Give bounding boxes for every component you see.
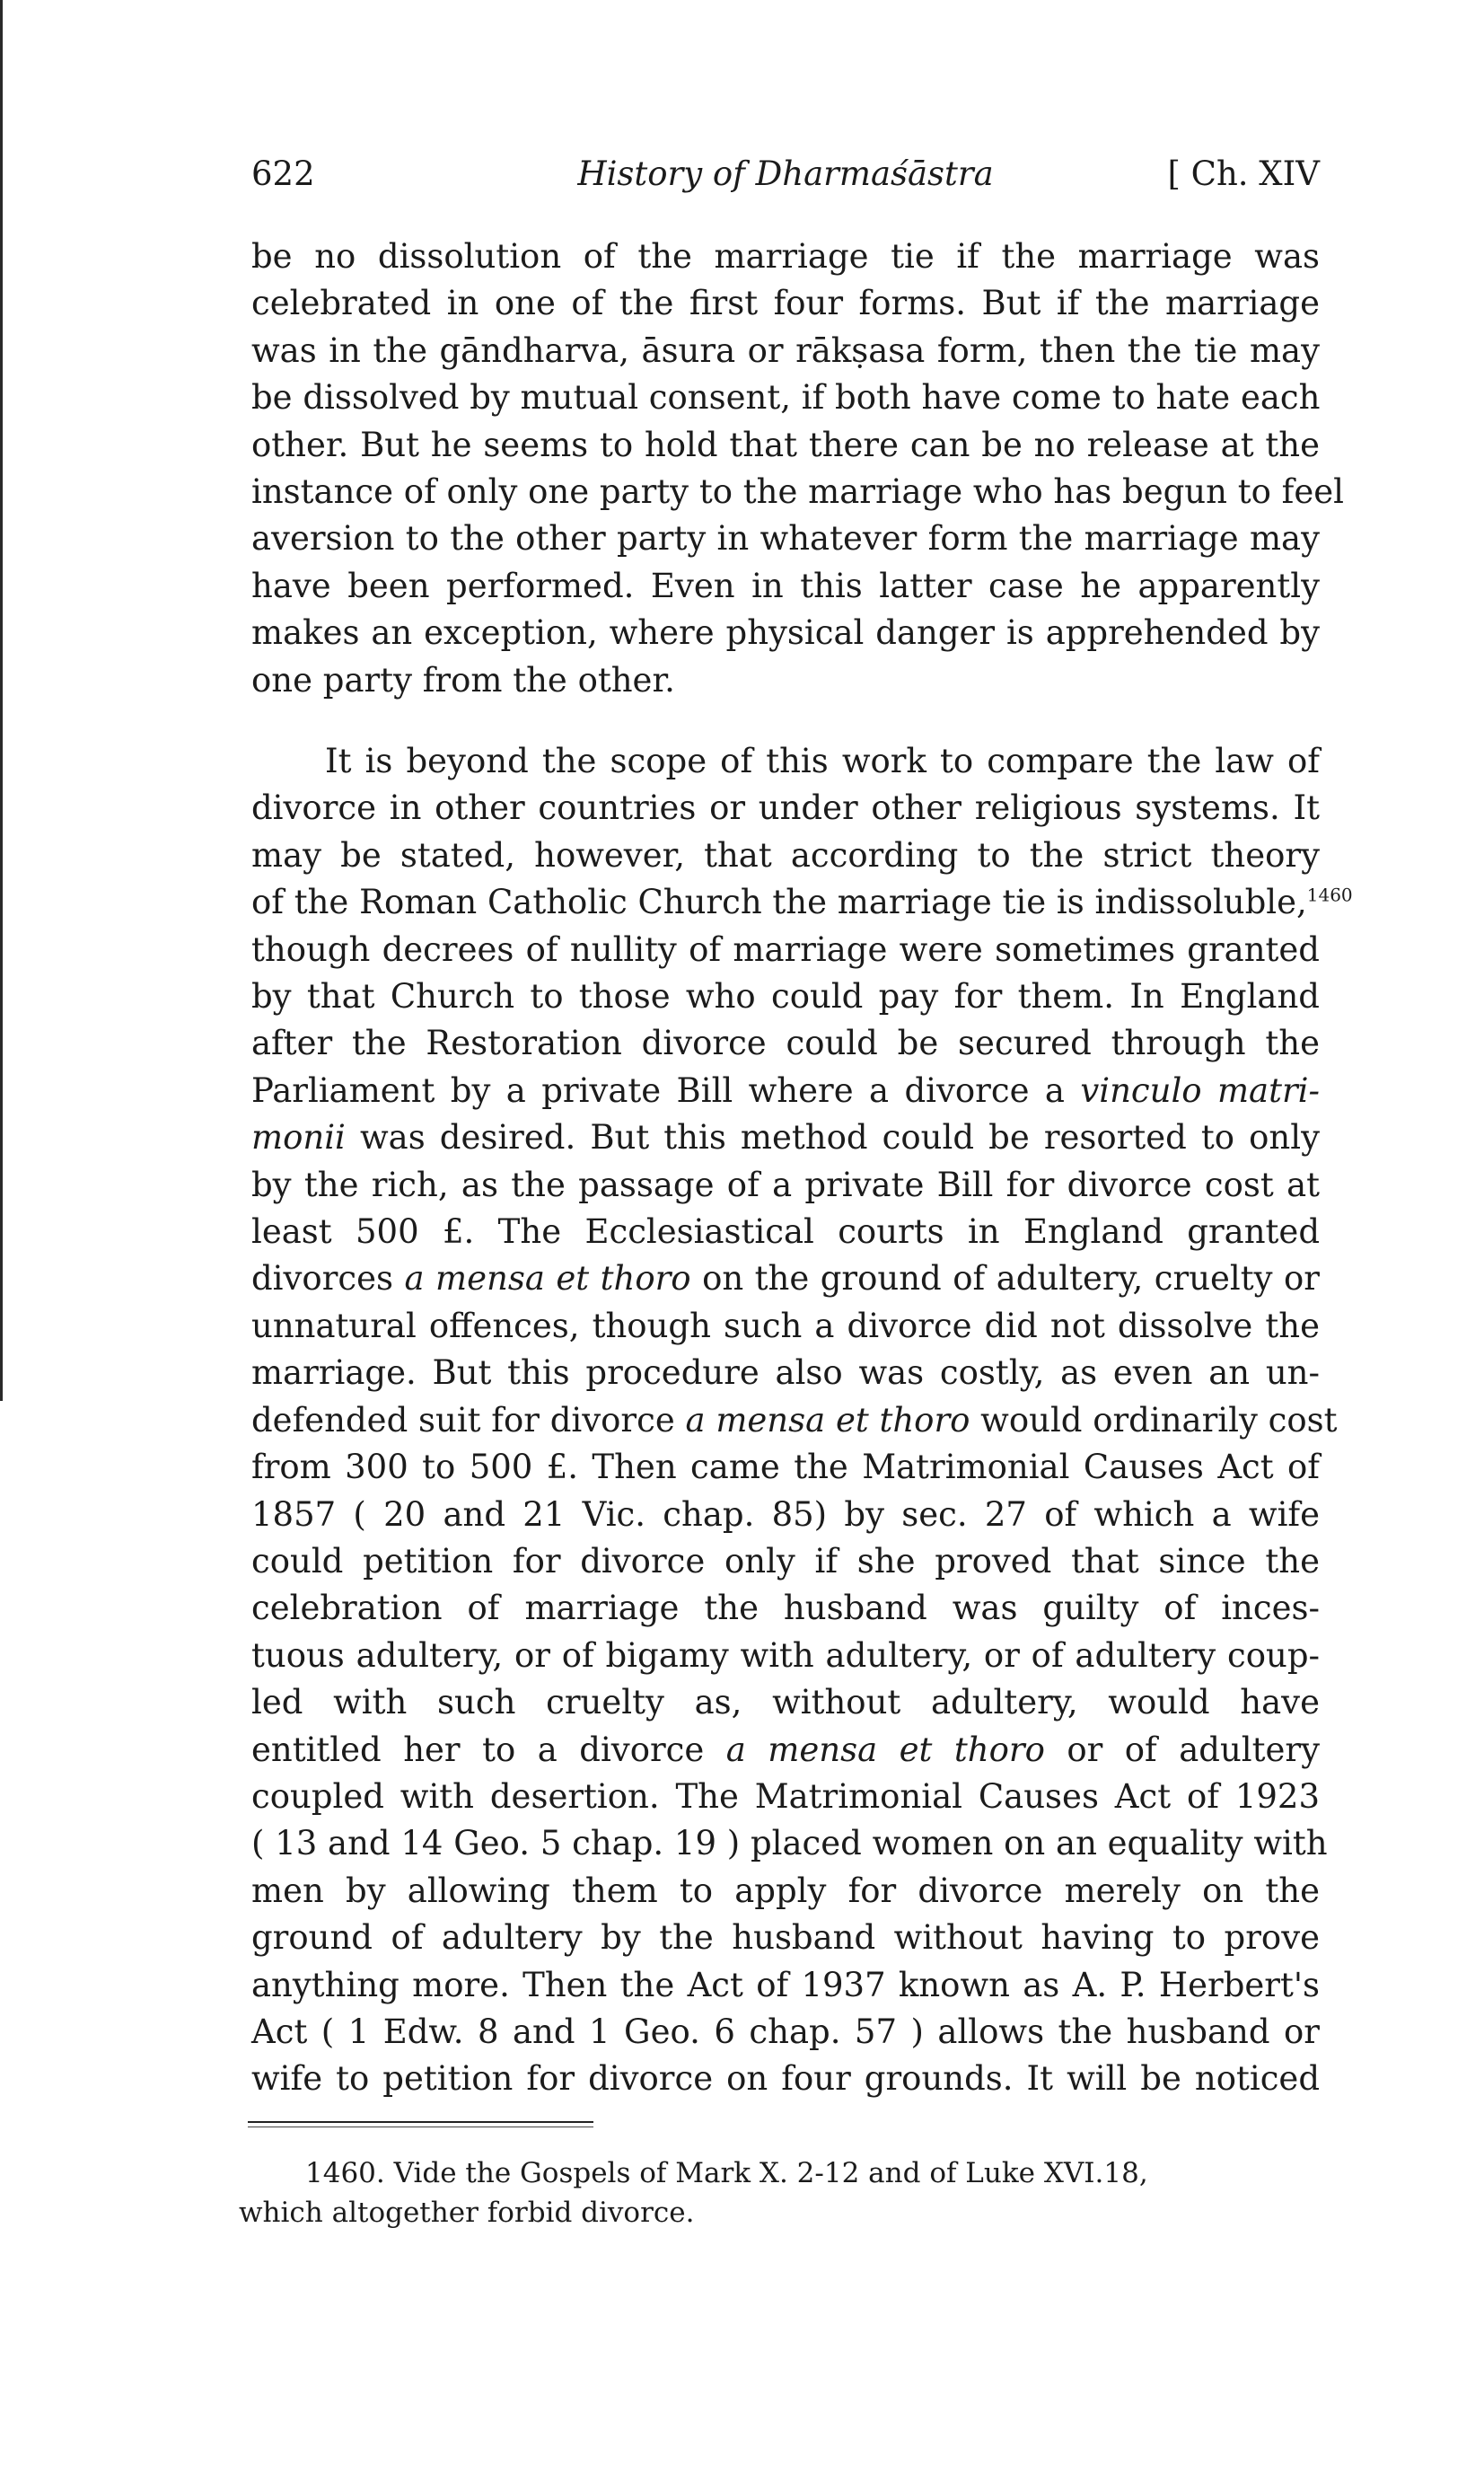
text-line: be no dissolution of the marriage tie if the marriage was [251, 237, 1320, 276]
footnote-divider [248, 2121, 593, 2123]
text-line: was in the gāndharva, āsura or rākṣasa form, then the tie may [251, 330, 1320, 370]
text-line [251, 1114, 1320, 1161]
text-line: men by allowing them to apply for divorce merely on the [251, 1871, 1320, 1910]
page-header [251, 154, 1320, 208]
italic-term: a mensa et thoro [725, 1730, 1045, 1769]
footnote-ref: 1460 [1306, 884, 1353, 906]
text-line: by the rich, as the passage of a private Bill for divorce cost at [251, 1165, 1320, 1204]
text-line: celebrated in one of the first four forms. But if the marriage [251, 284, 1320, 323]
text-line: be dissolved by mutual consent, if both have come to hate each [251, 378, 1321, 418]
footnote [239, 2153, 1316, 2232]
text-line [251, 1727, 1320, 1774]
text-line: other. But he seems to hold that there can be no release at the [251, 425, 1320, 464]
text-run: entitled her to a divorce [251, 1730, 726, 1769]
text-line [251, 879, 1353, 926]
text-line: tuous adultery, or of bigamy with adultery, or of adultery coup- [251, 1635, 1320, 1675]
text-line: unnatural offences, though such a divorce did not dissolve the [251, 1306, 1320, 1345]
text-run: was desired. But this method could be resorted to only [345, 1118, 1320, 1158]
text-line: ( 13 and 14 Geo. 5 chap. 19 ) placed women on an equality with [251, 1824, 1328, 1863]
text-line: led with such cruelty as, without adultery, would have [251, 1683, 1320, 1722]
text-line: instance of only one party to the marriage who has begun to feel [251, 472, 1344, 512]
scan-edge [0, 0, 3, 1401]
text-run: would ordinarily cost [970, 1400, 1338, 1440]
text-line: least 500 £. The Ecclesiastical courts in England granted [251, 1212, 1320, 1252]
text-line [251, 1397, 1338, 1444]
text-line [251, 1255, 1320, 1302]
footnote-line: 1460. Vide the Gospels of Mark X. 2-12 and of Luke XVI.18, [305, 2157, 1148, 2189]
text-line: from 300 to 500 £. Then came the Matrimonial Causes Act of [251, 1448, 1320, 1487]
text-line: have been performed. Even in this latter case he apparently [251, 566, 1320, 605]
italic-term: a mensa et thoro [685, 1400, 970, 1440]
text-line: 1857 ( 20 and 21 Vic. chap. 85) by sec. 27 of which a wife [251, 1494, 1320, 1534]
text-line: Act ( 1 Edw. 8 and 1 Geo. 6 chap. 57 ) allows the husband or [251, 2012, 1320, 2051]
italic-term: vinculo matri- [1080, 1070, 1321, 1110]
paragraph-2 [251, 738, 1353, 2103]
text-line: by that Church to those who could pay for them. In England [251, 977, 1320, 1017]
text-line: divorce in other countries or under other religious systems. It [251, 788, 1320, 828]
running-title: History of Dharmaśāstra [577, 154, 994, 193]
page-number: 622 [251, 154, 315, 193]
text-run: defended suit for divorce [251, 1400, 686, 1440]
text-run: Parliament by a private Bill where a divorce a [251, 1070, 1081, 1110]
text-line: one party from the other. [251, 660, 675, 700]
text-run: of the Roman Catholic Church the marriage tie is indissoluble, [251, 883, 1307, 922]
text-run: divorces [251, 1259, 405, 1299]
text-run: on the ground of adultery, cruelty or [690, 1259, 1320, 1299]
text-line: wife to petition for divorce on four grounds. It will be noticed [251, 2059, 1320, 2099]
footnote-line: which altogether forbid divorce. [239, 2197, 695, 2229]
italic-term: monii [251, 1118, 346, 1158]
text-line: It is beyond the scope of this work to compare the law of [325, 742, 1320, 780]
paragraph-1 [251, 233, 1344, 704]
text-line: though decrees of nullity of marriage were sometimes granted [251, 929, 1320, 969]
text-line: may be stated, however, that according to the strict theory [251, 835, 1320, 875]
text-line: coupled with desertion. The Matrimonial Causes Act of 1923 [251, 1776, 1320, 1816]
italic-term: a mensa et thoro [404, 1259, 691, 1299]
text-line: marriage. But this procedure also was costly, as even an un- [251, 1353, 1320, 1393]
chapter-label: [ Ch. XIV [1167, 154, 1320, 193]
text-line: makes an exception, where physical danger is apprehended by [251, 613, 1320, 653]
text-line: celebration of marriage the husband was guilty of inces- [251, 1589, 1320, 1628]
text-line: could petition for divorce only if she proved that since the [251, 1541, 1320, 1581]
text-line: after the Restoration divorce could be secured through the [251, 1024, 1320, 1063]
text-line: aversion to the other party in whatever form the marriage may [251, 519, 1320, 559]
text-line: ground of adultery by the husband without having to prove [251, 1918, 1320, 1958]
text-line [251, 1068, 1320, 1114]
text-run: or of adultery [1044, 1730, 1320, 1769]
text-line: anything more. Then the Act of 1937 known as A. P. Herbert's [251, 1965, 1320, 2004]
